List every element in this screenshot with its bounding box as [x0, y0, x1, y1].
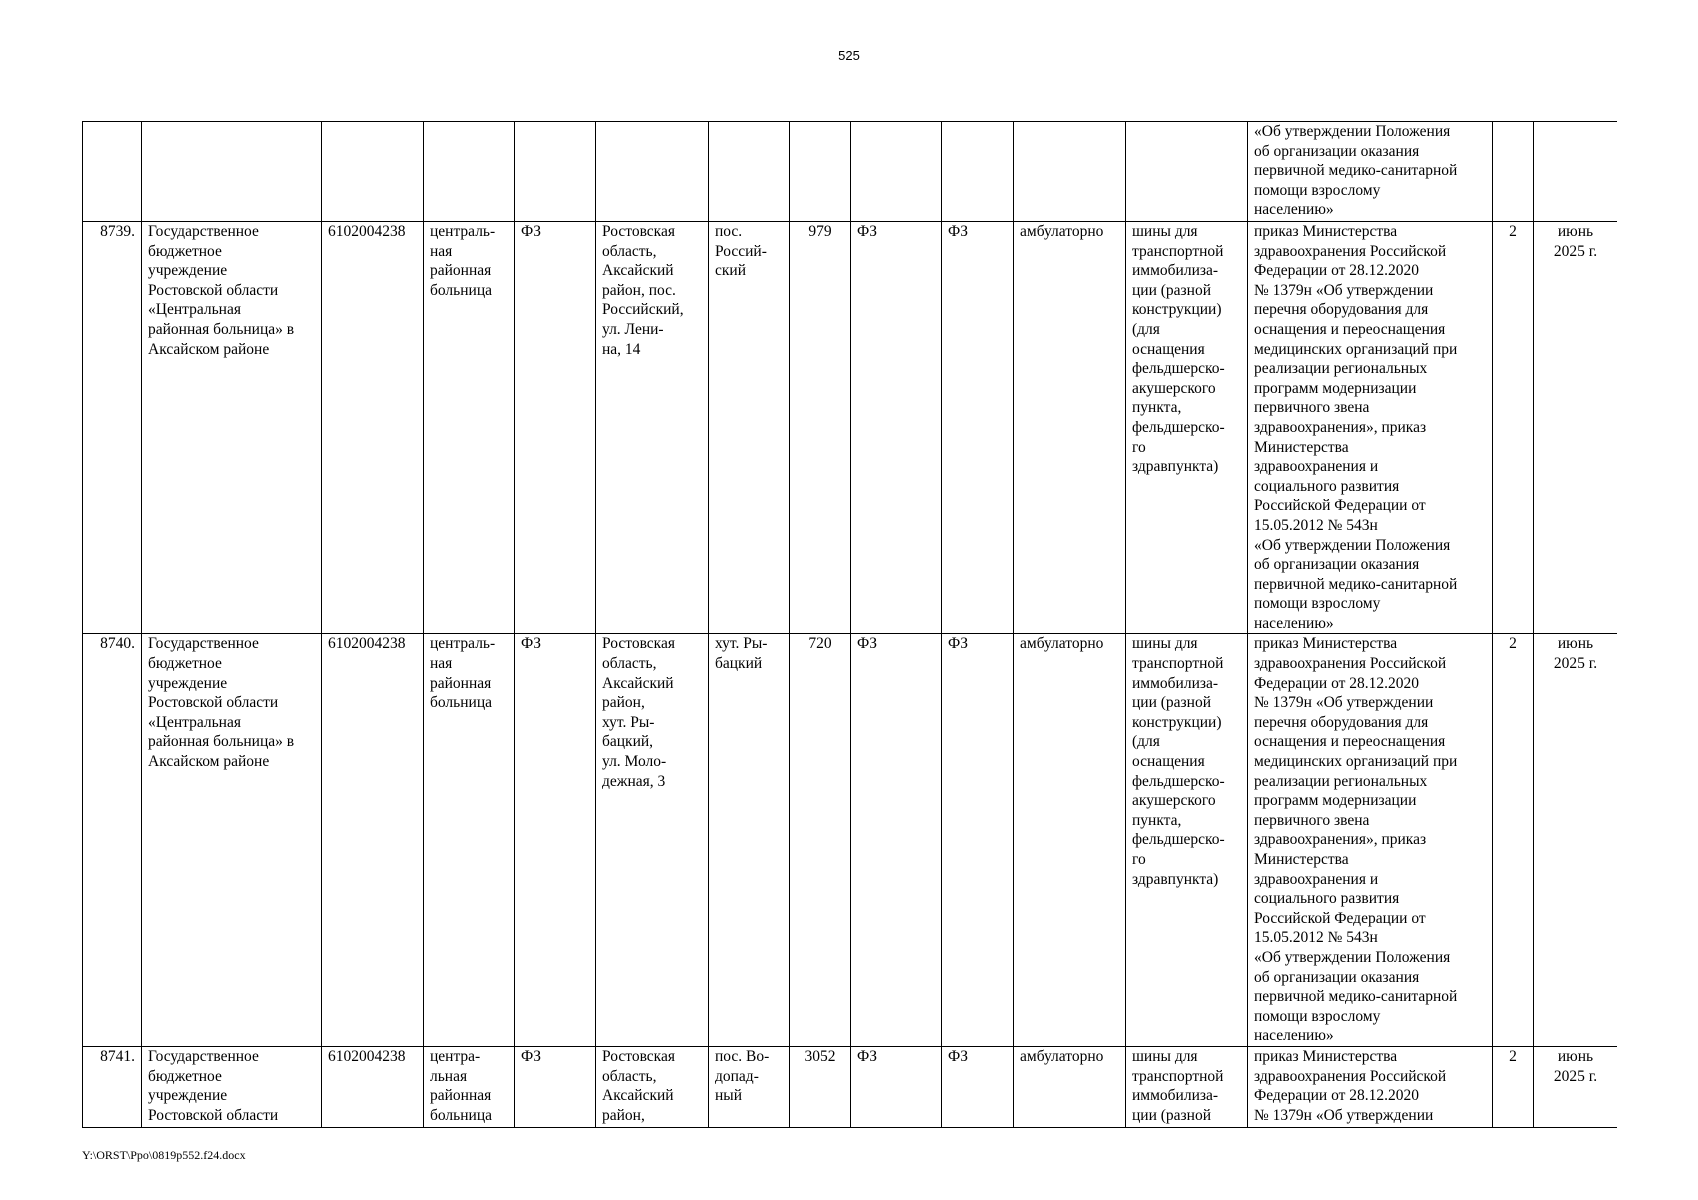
cell-population: [790, 122, 851, 222]
cell-type: центра- льная районная больница: [424, 1046, 515, 1127]
cell-col10: [942, 122, 1014, 222]
cell-quantity: 2: [1493, 634, 1534, 1046]
cell-number: 8740.: [83, 634, 142, 1046]
cell-number: [83, 122, 142, 222]
cell-deadline: июнь 2025 г.: [1534, 1046, 1618, 1127]
table-row: [83, 222, 1618, 634]
cell-equipment: шины для транспортной иммобилиза- ции (разной конструкции) (для оснащения фельдшерско- акушерского пункта, фельдшерско- го здравпункта): [1126, 634, 1248, 1046]
cell-col9: ФЗ: [851, 634, 942, 1046]
cell-care-form: амбулаторно: [1014, 222, 1126, 634]
cell-type: централь- ная районная больница: [424, 634, 515, 1046]
cell-legal-basis: приказ Министерства здравоохранения Российской Федерации от 28.12.2020 № 1379н «Об утверждении: [1248, 1046, 1493, 1127]
cell-settlement: пос. Во- допад- ный: [709, 1046, 790, 1127]
cell-population: 3052: [790, 1046, 851, 1127]
cell-col10: ФЗ: [942, 222, 1014, 634]
cell-inn: 6102004238: [322, 634, 424, 1046]
cell-legal-basis: приказ Министерства здравоохранения Российской Федерации от 28.12.2020 № 1379н «Об утверждении перечня оборудования для оснащения и переоснащения медицинских организаций при реализации региональных программ модернизации первичного звена здравоохранения», приказ Министерства здравоохранения и социального развития Российской Федерации от 15.05.2012 № 543н «Об утверждении Положения об организации оказания первичной медико-санитарной помощи взрослому населению»: [1248, 634, 1493, 1046]
cell-legal-basis: приказ Министерства здравоохранения Российской Федерации от 28.12.2020 № 1379н «Об утверждении перечня оборудования для оснащения и переоснащения медицинских организаций при реализации региональных программ модернизации первичного звена здравоохранения», приказ Министерства здравоохранения и социального развития Российской Федерации от 15.05.2012 № 543н «Об утверждении Положения об организации оказания первичной медико-санитарной помощи взрослому населению»: [1248, 222, 1493, 634]
cell-deadline: июнь 2025 г.: [1534, 634, 1618, 1046]
cell-deadline: июнь 2025 г.: [1534, 222, 1618, 634]
cell-legal-basis: «Об утверждении Положения об организации оказания первичной медико-санитарной помощи взрослому населению»: [1248, 122, 1493, 222]
cell-inn: 6102004238: [322, 1046, 424, 1127]
cell-type: централь- ная районная больница: [424, 222, 515, 634]
cell-deadline: [1534, 122, 1618, 222]
cell-address: [596, 122, 709, 222]
cell-address: Ростовская область, Аксайский район, хут. Ры- бацкий, ул. Моло- дежная, 3: [596, 634, 709, 1046]
registry-table: [82, 121, 1617, 1128]
cell-col10: ФЗ: [942, 634, 1014, 1046]
cell-organization: Государственное бюджетное учреждение Ростовской области: [142, 1046, 322, 1127]
footer-file-path: Y:\ORST\Ppo\0819p552.f24.docx: [82, 1148, 246, 1162]
table-row: [83, 634, 1618, 1046]
cell-settlement: пос. Россий- ский: [709, 222, 790, 634]
cell-settlement: [709, 122, 790, 222]
cell-col9: [851, 122, 942, 222]
cell-col9: ФЗ: [851, 222, 942, 634]
cell-organization: Государственное бюджетное учреждение Ростовской области «Центральная районная больница» в Аксайском районе: [142, 634, 322, 1046]
cell-population: 720: [790, 634, 851, 1046]
table-row: [83, 1046, 1618, 1127]
cell-quantity: [1493, 122, 1534, 222]
cell-care-form: [1014, 122, 1126, 222]
cell-number: 8741.: [83, 1046, 142, 1127]
cell-quantity: 2: [1493, 222, 1534, 634]
registry-table-wrapper: [82, 121, 1617, 1132]
cell-quantity: 2: [1493, 1046, 1534, 1127]
page-number: 525: [838, 48, 860, 63]
cell-inn: [322, 122, 424, 222]
cell-equipment: шины для транспортной иммобилиза- ции (разной: [1126, 1046, 1248, 1127]
cell-settlement: хут. Ры- бацкий: [709, 634, 790, 1046]
cell-care-form: амбулаторно: [1014, 1046, 1126, 1127]
cell-type: [424, 122, 515, 222]
cell-col9: ФЗ: [851, 1046, 942, 1127]
cell-inn: 6102004238: [322, 222, 424, 634]
cell-equipment: шины для транспортной иммобилиза- ции (разной конструкции) (для оснащения фельдшерско- акушерского пункта, фельдшерско- го здравпункта): [1126, 222, 1248, 634]
table-row-continued: [83, 122, 1618, 222]
cell-law: ФЗ: [515, 222, 596, 634]
cell-col10: ФЗ: [942, 1046, 1014, 1127]
cell-care-form: амбулаторно: [1014, 634, 1126, 1046]
cell-organization: [142, 122, 322, 222]
cell-law: ФЗ: [515, 634, 596, 1046]
cell-population: 979: [790, 222, 851, 634]
cell-address: Ростовская область, Аксайский район, пос. Российский, ул. Лени- на, 14: [596, 222, 709, 634]
cell-law: ФЗ: [515, 1046, 596, 1127]
cell-address: Ростовская область, Аксайский район,: [596, 1046, 709, 1127]
cell-number: 8739.: [83, 222, 142, 634]
cell-organization: Государственное бюджетное учреждение Ростовской области «Центральная районная больница» в Аксайском районе: [142, 222, 322, 634]
cell-law: [515, 122, 596, 222]
cell-equipment: [1126, 122, 1248, 222]
